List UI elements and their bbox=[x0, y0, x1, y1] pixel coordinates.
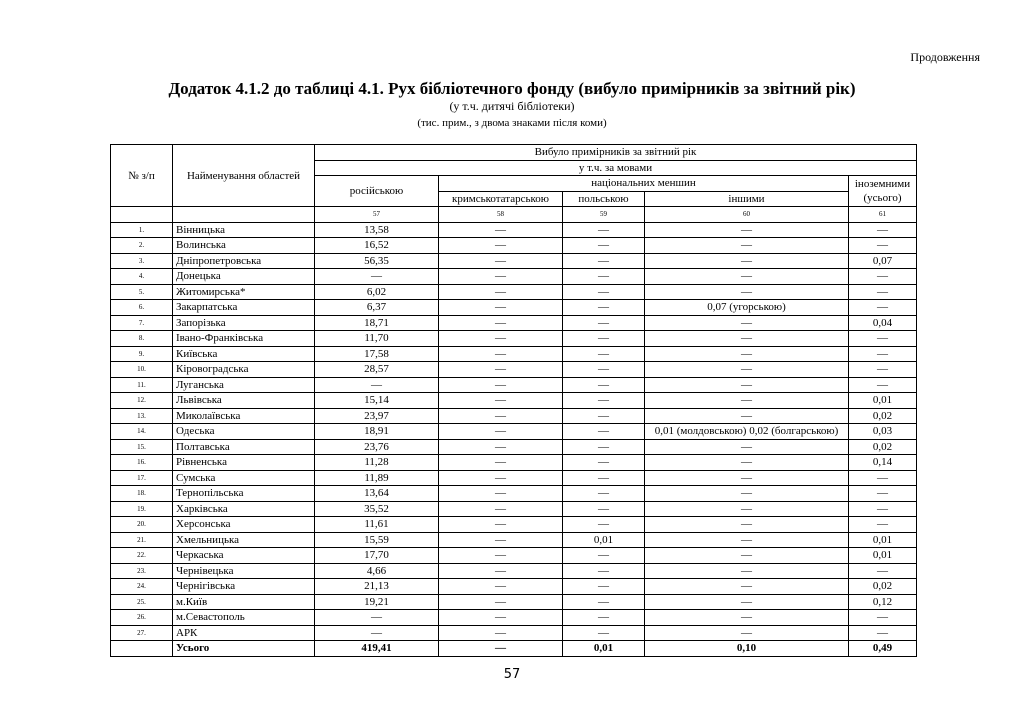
cell-crimean-tatar: — bbox=[439, 625, 563, 641]
row-number: 21. bbox=[111, 532, 173, 548]
table-row bbox=[111, 517, 917, 533]
cell-other: — bbox=[645, 315, 849, 331]
table-row bbox=[111, 470, 917, 486]
region-name: Кіровоградська bbox=[173, 362, 315, 378]
table-row bbox=[111, 439, 917, 455]
cell-russian: 13,64 bbox=[315, 486, 439, 502]
header-retired: Вибуло примірників за звітний рік bbox=[315, 145, 917, 161]
column-number-60: 60 bbox=[645, 207, 849, 223]
cell-polish: — bbox=[563, 517, 645, 533]
table-row bbox=[111, 269, 917, 285]
column-number-57: 57 bbox=[315, 207, 439, 223]
cell-polish: — bbox=[563, 486, 645, 502]
table-body bbox=[111, 222, 917, 641]
cell-crimean-tatar: — bbox=[439, 331, 563, 347]
continued-label: Продовження bbox=[910, 50, 980, 64]
row-number: 13. bbox=[111, 408, 173, 424]
column-number-61: 61 bbox=[849, 207, 917, 223]
table-row bbox=[111, 238, 917, 254]
region-name: Сумська bbox=[173, 470, 315, 486]
cell-other: — bbox=[645, 362, 849, 378]
cell-russian: 13,58 bbox=[315, 222, 439, 238]
cell-crimean-tatar: — bbox=[439, 315, 563, 331]
table-row bbox=[111, 284, 917, 300]
header-russian: російською bbox=[315, 176, 439, 207]
cell-russian: 23,76 bbox=[315, 439, 439, 455]
region-name: м.Київ bbox=[173, 594, 315, 610]
cell-russian: 4,66 bbox=[315, 563, 439, 579]
region-name: Тернопільська bbox=[173, 486, 315, 502]
cell-russian: 17,70 bbox=[315, 548, 439, 564]
cell-other: — bbox=[645, 455, 849, 471]
total-russian: 419,41 bbox=[315, 641, 439, 657]
cell-crimean-tatar: — bbox=[439, 532, 563, 548]
cell-foreign: — bbox=[849, 300, 917, 316]
region-name: Луганська bbox=[173, 377, 315, 393]
table-row bbox=[111, 377, 917, 393]
row-number: 15. bbox=[111, 439, 173, 455]
cell-russian: 28,57 bbox=[315, 362, 439, 378]
cell-other: — bbox=[645, 486, 849, 502]
cell-russian: 17,58 bbox=[315, 346, 439, 362]
cell-foreign: 0,14 bbox=[849, 455, 917, 471]
cell-foreign: — bbox=[849, 486, 917, 502]
cell-russian: — bbox=[315, 377, 439, 393]
header-by-language: у т.ч. за мовами bbox=[315, 160, 917, 176]
region-name: Львівська bbox=[173, 393, 315, 409]
cell-russian: — bbox=[315, 269, 439, 285]
cell-other: — bbox=[645, 470, 849, 486]
table-row bbox=[111, 300, 917, 316]
cell-crimean-tatar: — bbox=[439, 594, 563, 610]
table-row bbox=[111, 346, 917, 362]
cell-foreign: 0,12 bbox=[849, 594, 917, 610]
row-number: 25. bbox=[111, 594, 173, 610]
cell-foreign: — bbox=[849, 470, 917, 486]
row-number: 27. bbox=[111, 625, 173, 641]
region-name: Волинська bbox=[173, 238, 315, 254]
column-number-row bbox=[111, 207, 917, 223]
total-other: 0,10 bbox=[645, 641, 849, 657]
region-name: АРК bbox=[173, 625, 315, 641]
cell-polish: — bbox=[563, 408, 645, 424]
cell-foreign: — bbox=[849, 284, 917, 300]
cell-polish: — bbox=[563, 331, 645, 347]
cell-russian: 21,13 bbox=[315, 579, 439, 595]
table-row bbox=[111, 393, 917, 409]
total-label: Усього bbox=[173, 641, 315, 657]
row-number: 17. bbox=[111, 470, 173, 486]
cell-foreign: — bbox=[849, 377, 917, 393]
cell-polish: — bbox=[563, 238, 645, 254]
cell-polish: — bbox=[563, 579, 645, 595]
cell-russian: 35,52 bbox=[315, 501, 439, 517]
row-number: 24. bbox=[111, 579, 173, 595]
cell-polish: — bbox=[563, 424, 645, 440]
header-foreign-total-label: (усього) bbox=[863, 192, 902, 204]
cell-crimean-tatar: — bbox=[439, 284, 563, 300]
cell-foreign: 0,02 bbox=[849, 408, 917, 424]
row-number: 23. bbox=[111, 563, 173, 579]
cell-polish: — bbox=[563, 563, 645, 579]
total-row bbox=[111, 641, 917, 657]
table-row bbox=[111, 486, 917, 502]
library-fund-table bbox=[110, 144, 917, 657]
cell-other: — bbox=[645, 501, 849, 517]
header-foreign bbox=[849, 176, 917, 207]
cell-crimean-tatar: — bbox=[439, 563, 563, 579]
cell-russian: 11,89 bbox=[315, 470, 439, 486]
row-number: 9. bbox=[111, 346, 173, 362]
region-name: Донецька bbox=[173, 269, 315, 285]
row-number: 18. bbox=[111, 486, 173, 502]
region-name: Полтавська bbox=[173, 439, 315, 455]
header-polish: польською bbox=[563, 191, 645, 207]
column-number-59: 59 bbox=[563, 207, 645, 223]
header-no: № з/п bbox=[111, 145, 173, 207]
cell-polish: — bbox=[563, 284, 645, 300]
row-number: 22. bbox=[111, 548, 173, 564]
cell-other: — bbox=[645, 594, 849, 610]
cell-russian: 18,91 bbox=[315, 424, 439, 440]
row-number: 14. bbox=[111, 424, 173, 440]
cell-other: — bbox=[645, 548, 849, 564]
row-number: 26. bbox=[111, 610, 173, 626]
cell-foreign: 0,03 bbox=[849, 424, 917, 440]
row-number: 12. bbox=[111, 393, 173, 409]
region-name: Рівненська bbox=[173, 455, 315, 471]
cell-other: — bbox=[645, 579, 849, 595]
table-row bbox=[111, 455, 917, 471]
cell-crimean-tatar: — bbox=[439, 424, 563, 440]
cell-crimean-tatar: — bbox=[439, 238, 563, 254]
cell-other: — bbox=[645, 222, 849, 238]
total-no bbox=[111, 641, 173, 657]
cell-russian: 11,70 bbox=[315, 331, 439, 347]
page-number: 57 bbox=[503, 667, 521, 682]
cell-foreign: — bbox=[849, 238, 917, 254]
cell-other: 0,07 (угорською) bbox=[645, 300, 849, 316]
cell-foreign: — bbox=[849, 222, 917, 238]
cell-other: — bbox=[645, 625, 849, 641]
table-row bbox=[111, 594, 917, 610]
cell-crimean-tatar: — bbox=[439, 548, 563, 564]
cell-polish: — bbox=[563, 625, 645, 641]
cell-foreign: — bbox=[849, 625, 917, 641]
table-row bbox=[111, 408, 917, 424]
table-row bbox=[111, 331, 917, 347]
cell-other: — bbox=[645, 532, 849, 548]
table-row bbox=[111, 222, 917, 238]
cell-polish: — bbox=[563, 594, 645, 610]
cell-russian: 15,14 bbox=[315, 393, 439, 409]
table-row bbox=[111, 253, 917, 269]
column-number-empty bbox=[111, 207, 173, 223]
cell-crimean-tatar: — bbox=[439, 377, 563, 393]
row-number: 20. bbox=[111, 517, 173, 533]
table-row bbox=[111, 579, 917, 595]
cell-polish: — bbox=[563, 300, 645, 316]
region-name: Київська bbox=[173, 346, 315, 362]
cell-crimean-tatar: — bbox=[439, 393, 563, 409]
total-polish: 0,01 bbox=[563, 641, 645, 657]
region-name: Житомирська* bbox=[173, 284, 315, 300]
cell-foreign: 0,01 bbox=[849, 532, 917, 548]
cell-polish: — bbox=[563, 315, 645, 331]
row-number: 8. bbox=[111, 331, 173, 347]
region-name: Івано-Франківська bbox=[173, 331, 315, 347]
cell-polish: — bbox=[563, 470, 645, 486]
table-row bbox=[111, 501, 917, 517]
cell-foreign: — bbox=[849, 501, 917, 517]
row-number: 7. bbox=[111, 315, 173, 331]
row-number: 3. bbox=[111, 253, 173, 269]
region-name: м.Севастополь bbox=[173, 610, 315, 626]
cell-other: — bbox=[645, 253, 849, 269]
row-number: 6. bbox=[111, 300, 173, 316]
table-row bbox=[111, 362, 917, 378]
region-name: Закарпатська bbox=[173, 300, 315, 316]
table-row bbox=[111, 424, 917, 440]
column-number-empty bbox=[173, 207, 315, 223]
cell-russian: — bbox=[315, 610, 439, 626]
cell-other: 0,01 (молдовською) 0,02 (болгарською) bbox=[645, 424, 849, 440]
page-title: Додаток 4.1.2 до таблиці 4.1. Рух бібліотечного фонду (вибуло примірників за звітний рік) bbox=[168, 79, 856, 98]
cell-polish: — bbox=[563, 455, 645, 471]
cell-crimean-tatar: — bbox=[439, 222, 563, 238]
cell-russian: 23,97 bbox=[315, 408, 439, 424]
header-national-minorities: національних меншин bbox=[439, 176, 849, 192]
cell-polish: — bbox=[563, 362, 645, 378]
cell-russian: — bbox=[315, 625, 439, 641]
table-row bbox=[111, 625, 917, 641]
cell-foreign: — bbox=[849, 346, 917, 362]
total-foreign: 0,49 bbox=[849, 641, 917, 657]
cell-crimean-tatar: — bbox=[439, 439, 563, 455]
total-crimean-tatar: — bbox=[439, 641, 563, 657]
region-name: Миколаївська bbox=[173, 408, 315, 424]
cell-crimean-tatar: — bbox=[439, 300, 563, 316]
cell-foreign: 0,01 bbox=[849, 393, 917, 409]
cell-crimean-tatar: — bbox=[439, 517, 563, 533]
cell-russian: 19,21 bbox=[315, 594, 439, 610]
cell-crimean-tatar: — bbox=[439, 346, 563, 362]
header-region: Найменування областей bbox=[173, 145, 315, 207]
cell-other: — bbox=[645, 439, 849, 455]
table-row bbox=[111, 532, 917, 548]
row-number: 16. bbox=[111, 455, 173, 471]
cell-crimean-tatar: — bbox=[439, 470, 563, 486]
region-name: Одеська bbox=[173, 424, 315, 440]
cell-russian: 6,02 bbox=[315, 284, 439, 300]
cell-other: — bbox=[645, 610, 849, 626]
cell-other: — bbox=[645, 393, 849, 409]
row-number: 4. bbox=[111, 269, 173, 285]
cell-polish: — bbox=[563, 346, 645, 362]
cell-crimean-tatar: — bbox=[439, 455, 563, 471]
cell-foreign: — bbox=[849, 331, 917, 347]
cell-foreign: — bbox=[849, 517, 917, 533]
row-number: 1. bbox=[111, 222, 173, 238]
cell-foreign: 0,01 bbox=[849, 548, 917, 564]
cell-crimean-tatar: — bbox=[439, 269, 563, 285]
row-number: 5. bbox=[111, 284, 173, 300]
cell-other: — bbox=[645, 284, 849, 300]
cell-polish: — bbox=[563, 269, 645, 285]
cell-other: — bbox=[645, 377, 849, 393]
cell-russian: 16,52 bbox=[315, 238, 439, 254]
region-name: Херсонська bbox=[173, 517, 315, 533]
cell-crimean-tatar: — bbox=[439, 362, 563, 378]
cell-polish: 0,01 bbox=[563, 532, 645, 548]
cell-crimean-tatar: — bbox=[439, 253, 563, 269]
cell-russian: 6,37 bbox=[315, 300, 439, 316]
region-name: Чернівецька bbox=[173, 563, 315, 579]
cell-russian: 11,61 bbox=[315, 517, 439, 533]
region-name: Дніпропетровська bbox=[173, 253, 315, 269]
region-name: Чернігівська bbox=[173, 579, 315, 595]
cell-other: — bbox=[645, 408, 849, 424]
cell-polish: — bbox=[563, 501, 645, 517]
cell-polish: — bbox=[563, 393, 645, 409]
cell-russian: 18,71 bbox=[315, 315, 439, 331]
cell-polish: — bbox=[563, 439, 645, 455]
cell-foreign: — bbox=[849, 362, 917, 378]
table-row bbox=[111, 563, 917, 579]
cell-polish: — bbox=[563, 548, 645, 564]
table-row bbox=[111, 610, 917, 626]
header-row-1 bbox=[111, 145, 917, 161]
units-note: (тис. прим., з двома знаками після коми) bbox=[417, 117, 607, 129]
cell-crimean-tatar: — bbox=[439, 501, 563, 517]
cell-crimean-tatar: — bbox=[439, 486, 563, 502]
cell-russian: 11,28 bbox=[315, 455, 439, 471]
cell-other: — bbox=[645, 331, 849, 347]
cell-polish: — bbox=[563, 222, 645, 238]
table-row bbox=[111, 315, 917, 331]
cell-foreign: — bbox=[849, 610, 917, 626]
row-number: 19. bbox=[111, 501, 173, 517]
cell-other: — bbox=[645, 563, 849, 579]
header-other: іншими bbox=[645, 191, 849, 207]
row-number: 10. bbox=[111, 362, 173, 378]
cell-foreign: 0,02 bbox=[849, 439, 917, 455]
cell-crimean-tatar: — bbox=[439, 408, 563, 424]
table-row bbox=[111, 548, 917, 564]
cell-crimean-tatar: — bbox=[439, 579, 563, 595]
cell-other: — bbox=[645, 269, 849, 285]
cell-polish: — bbox=[563, 377, 645, 393]
cell-foreign: 0,07 bbox=[849, 253, 917, 269]
region-name: Харківська bbox=[173, 501, 315, 517]
cell-polish: — bbox=[563, 253, 645, 269]
header-crimean-tatar: кримськотатарською bbox=[439, 191, 563, 207]
page-subtitle: (у т.ч. дитячі бібліотеки) bbox=[449, 99, 575, 113]
cell-foreign: — bbox=[849, 563, 917, 579]
row-number: 2. bbox=[111, 238, 173, 254]
column-number-58: 58 bbox=[439, 207, 563, 223]
cell-polish: — bbox=[563, 610, 645, 626]
cell-foreign: — bbox=[849, 269, 917, 285]
cell-other: — bbox=[645, 517, 849, 533]
cell-crimean-tatar: — bbox=[439, 610, 563, 626]
cell-russian: 56,35 bbox=[315, 253, 439, 269]
region-name: Вінницька bbox=[173, 222, 315, 238]
region-name: Запорізька bbox=[173, 315, 315, 331]
row-number: 11. bbox=[111, 377, 173, 393]
cell-foreign: 0,02 bbox=[849, 579, 917, 595]
cell-other: — bbox=[645, 346, 849, 362]
cell-foreign: 0,04 bbox=[849, 315, 917, 331]
cell-other: — bbox=[645, 238, 849, 254]
region-name: Черкаська bbox=[173, 548, 315, 564]
header-foreign-label: іноземними bbox=[854, 178, 911, 190]
region-name: Хмельницька bbox=[173, 532, 315, 548]
cell-russian: 15,59 bbox=[315, 532, 439, 548]
